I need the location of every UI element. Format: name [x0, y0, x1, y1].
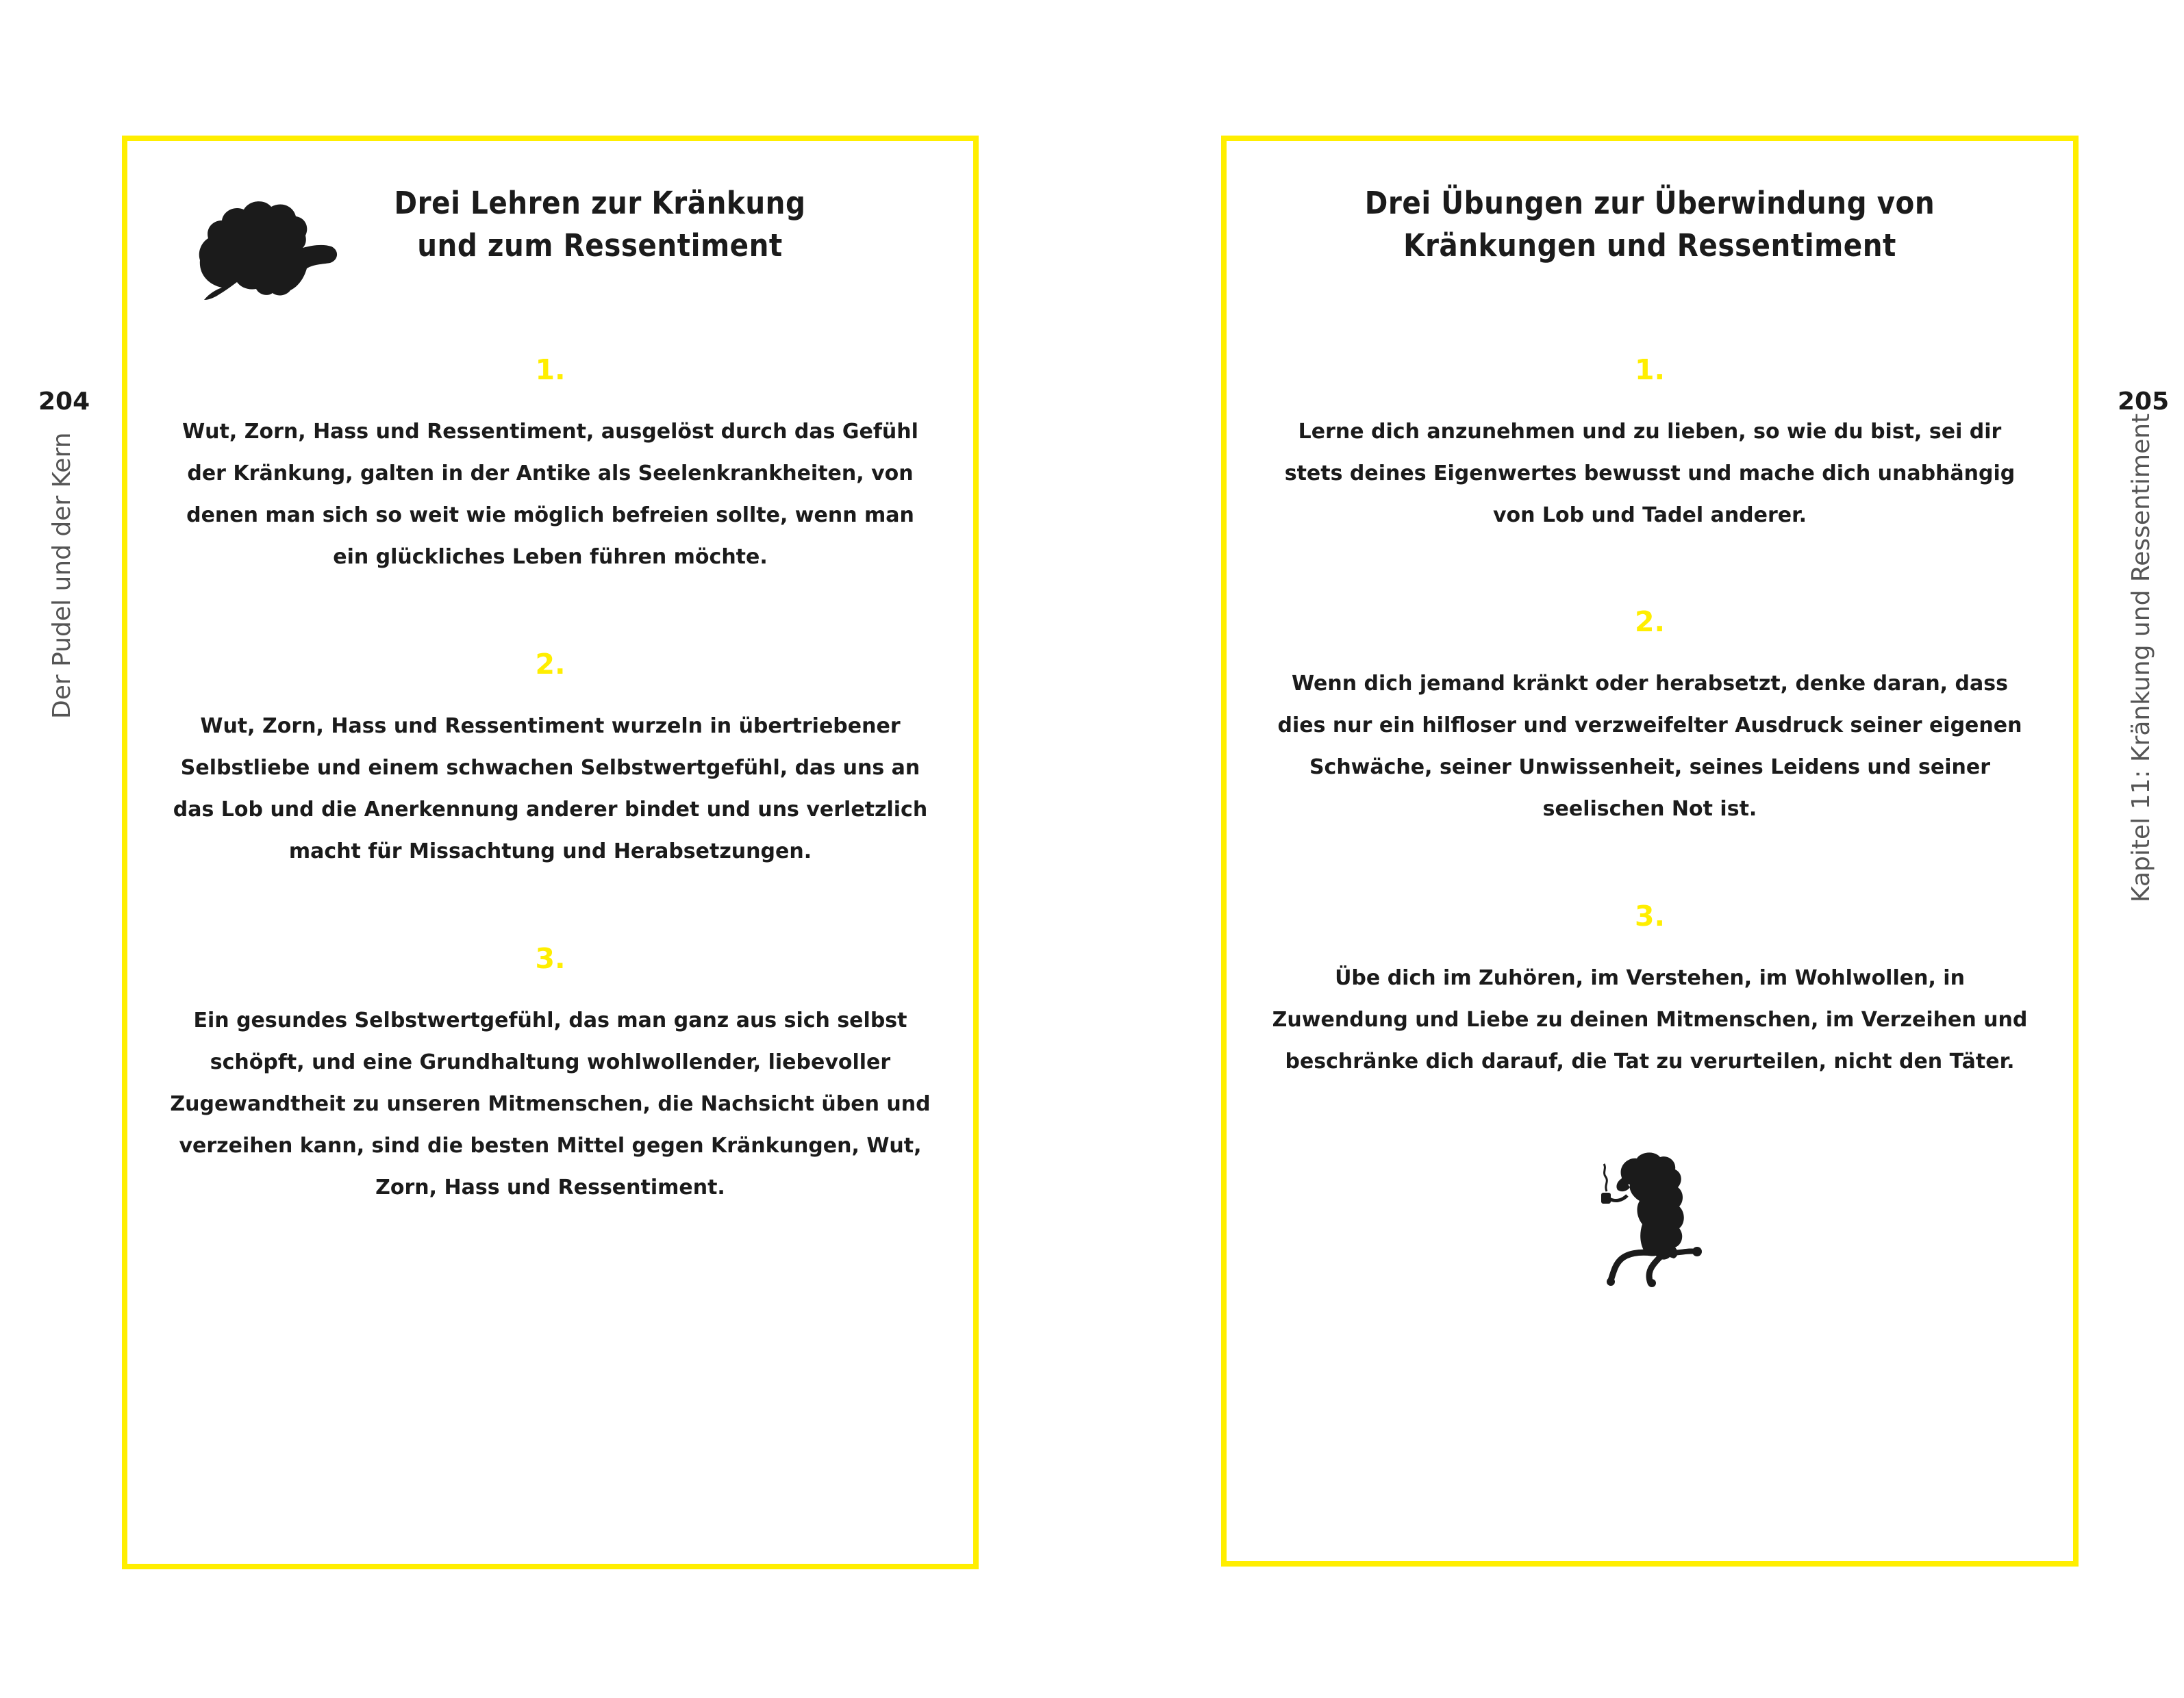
- sitting-poodle-with-pipe-icon: [1594, 1150, 1704, 1287]
- text-line: verzeihen kann, sind die besten Mittel gegen Kränkungen, Wut,: [179, 1134, 922, 1158]
- text-line: seelischen Not ist.: [1542, 797, 1757, 821]
- card-right-title: [1295, 182, 2005, 267]
- exercise-number: 3.: [1634, 900, 1666, 933]
- lesson-item: [127, 938, 973, 1208]
- page-number-left: 204: [38, 388, 90, 416]
- text-line: der Kränkung, galten in der Antike als Seelenkrankheiten, von: [187, 461, 914, 485]
- lesson-number: 3.: [535, 942, 566, 975]
- text-line: Wut, Zorn, Hass und Ressentiment wurzeln in übertriebener: [200, 714, 901, 738]
- text-line: Wut, Zorn, Hass und Ressentiment, ausgelöst durch das Gefühl: [182, 420, 918, 444]
- text-line: Selbstliebe und einem schwachen Selbstwertgefühl, das uns an: [180, 756, 920, 780]
- text-line: beschränke dich darauf, die Tat zu verurteilen, nicht den Täter.: [1285, 1050, 2015, 1074]
- lesson-number: 2.: [535, 648, 566, 681]
- exercise-item: [1227, 349, 2073, 536]
- exercise-item: [1227, 601, 2073, 830]
- lesson-number: 1.: [535, 353, 566, 386]
- lesson-text: [127, 705, 973, 872]
- text-line: Zugewandtheit zu unseren Mitmenschen, die Nachsicht üben und: [170, 1092, 931, 1116]
- text-line: Übe dich im Zuhören, im Verstehen, im Wohlwollen, in: [1335, 966, 1965, 990]
- side-label-right: Kapitel 11: Kränkung und Ressentiment: [2127, 413, 2155, 902]
- text-line: stets deines Eigenwertes bewusst und mache dich unabhängig: [1284, 461, 2016, 485]
- lesson-item: [127, 349, 973, 578]
- text-line: Wenn dich jemand kränkt oder herabsetzt, denke daran, dass: [1292, 672, 2008, 696]
- exercise-text: [1227, 663, 2073, 830]
- card-left-title: [347, 182, 853, 267]
- card-left-title-line-1: Drei Lehren zur Kränkung: [394, 185, 806, 221]
- text-line: dies nur ein hilfloser und verzweifelter Ausdruck seiner eigenen: [1277, 713, 2022, 737]
- poodle-head-silhouette-icon: [196, 197, 340, 307]
- text-line: von Lob und Tadel anderer.: [1492, 503, 1807, 527]
- text-line: denen man sich so weit wie möglich befreien sollte, wenn man: [186, 503, 914, 527]
- card-right-title-line-2: Kränkungen und Ressentiment: [1403, 227, 1896, 264]
- card-left-title-line-2: und zum Ressentiment: [417, 227, 783, 264]
- text-line: Schwäche, seiner Unwissenheit, seines Leidens und seiner: [1309, 755, 1991, 779]
- text-line: Ein gesundes Selbstwertgefühl, das man ganz aus sich selbst: [193, 1009, 907, 1032]
- card-left: [122, 136, 979, 1569]
- exercise-text: [1227, 411, 2073, 536]
- text-line: ein glückliches Leben führen möchte.: [333, 545, 768, 569]
- text-line: macht für Missachtung und Herabsetzungen.: [288, 839, 812, 863]
- lesson-text: [127, 1000, 973, 1208]
- text-line: das Lob und die Anerkennung anderer bindet und uns verletzlich: [173, 798, 928, 822]
- text-line: Zuwendung und Liebe zu deinen Mitmenschen, im Verzeihen und: [1272, 1008, 2028, 1032]
- side-label-left: Der Pudel und der Kern: [48, 432, 76, 719]
- card-right-title-line-1: Drei Übungen zur Überwindung von: [1364, 185, 1935, 221]
- card-right: [1221, 136, 2079, 1567]
- exercise-text: [1227, 957, 2073, 1082]
- exercise-number: 1.: [1634, 353, 1666, 386]
- page-number-right: 205: [2118, 388, 2170, 416]
- text-line: Zorn, Hass und Ressentiment.: [375, 1176, 725, 1200]
- exercise-item: [1227, 896, 2073, 1082]
- lesson-text: [127, 411, 973, 578]
- lesson-item: [127, 644, 973, 872]
- text-line: schöpft, und eine Grundhaltung wohlwollender, liebevoller: [210, 1050, 891, 1074]
- exercise-number: 2.: [1634, 605, 1666, 638]
- text-line: Lerne dich anzunehmen und zu lieben, so wie du bist, sei dir: [1298, 420, 2002, 444]
